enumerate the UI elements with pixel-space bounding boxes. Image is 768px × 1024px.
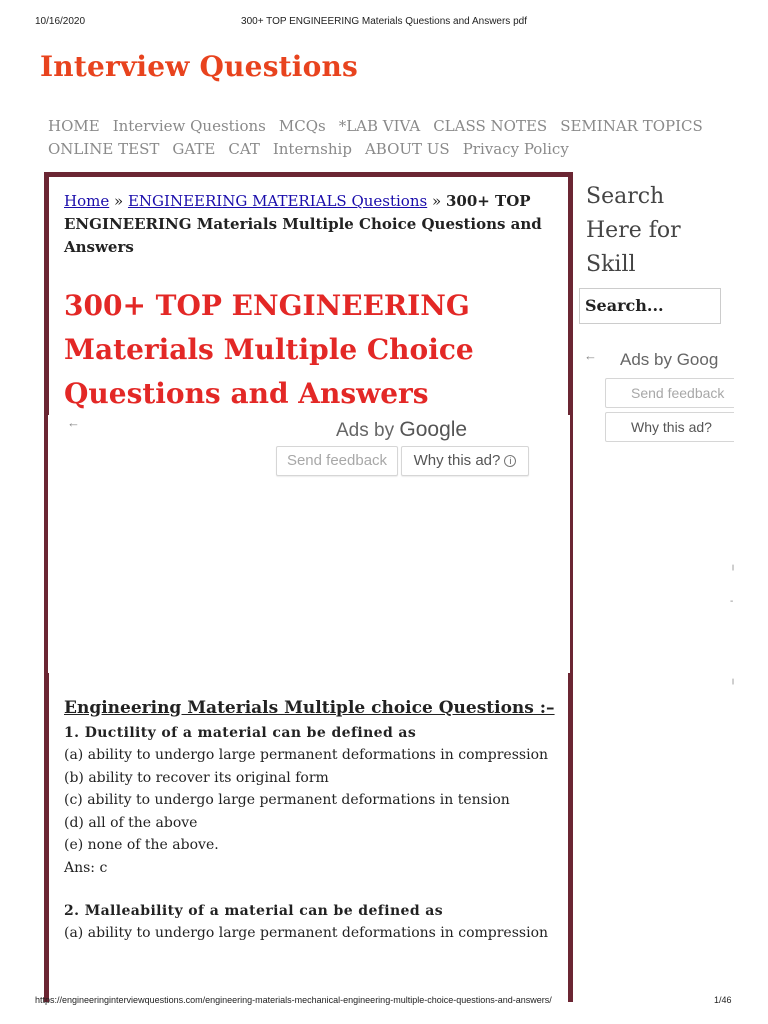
sidebar-search-heading: Search Here for Skill xyxy=(586,184,681,277)
nav-item-interview-questions[interactable]: Interview Questions xyxy=(112,117,266,135)
ads-by-text: Ads by xyxy=(336,420,395,441)
nav-item-internship[interactable]: Internship xyxy=(272,140,352,158)
print-url: https://engineeringinterviewquestions.com/engineering-materials-mechanical-engineering-multiple-choice-questions-and-answers/ xyxy=(35,995,552,1005)
nav-item-gate[interactable]: GATE xyxy=(172,140,216,158)
print-footer xyxy=(0,995,768,1009)
option-1d: (d) all of the above xyxy=(64,814,198,831)
sidebar-fragment: - xyxy=(730,596,734,607)
breadcrumb-category-link[interactable]: ENGINEERING MATERIALS Questions xyxy=(127,192,428,210)
option-2a: (a) ability to undergo large permanent deformations in compression xyxy=(64,924,549,941)
print-title: 300+ TOP ENGINEERING Materials Questions and Answers pdf xyxy=(241,16,527,27)
main-nav xyxy=(48,115,738,161)
article-body xyxy=(64,694,559,945)
option-1b: (b) ability to recover its original form xyxy=(64,769,329,786)
sidebar-ad-back-arrow-icon[interactable]: ← xyxy=(584,348,597,363)
question-1: 1. Ductility of a material can be defined as xyxy=(64,725,417,741)
option-1c: (c) ability to undergo large permanent deformations in tension xyxy=(64,792,510,809)
print-page-number: 1/46 xyxy=(714,995,732,1005)
nav-item-class-notes[interactable]: CLASS NOTES xyxy=(433,117,548,135)
site-title[interactable]: Interview Questions xyxy=(40,50,359,83)
nav-item-cat[interactable]: CAT xyxy=(228,140,260,158)
breadcrumb-separator: » xyxy=(431,192,442,210)
sidebar-ad xyxy=(576,340,734,460)
sidebar-send-feedback-button[interactable]: Send feedback xyxy=(605,378,734,408)
ads-by-google-label xyxy=(336,418,467,442)
answer-1: Ans: c xyxy=(64,859,108,876)
question-2: 2. Malleability of a material can be defined as xyxy=(64,902,444,919)
nav-item-lab-viva[interactable]: *LAB VIVA xyxy=(338,117,421,135)
option-1a: (a) ability to undergo large permanent deformations in compression xyxy=(64,747,549,763)
why-this-ad-label: Why this ad? xyxy=(413,452,501,469)
nav-item-seminar-topics[interactable]: SEMINAR TOPICS xyxy=(560,117,703,135)
sidebar-fragment: ╷ xyxy=(730,560,737,571)
nav-item-privacy-policy[interactable]: Privacy Policy xyxy=(462,140,569,158)
breadcrumb-current: 300+ TOP ENGINEERING Materials Multiple Choice Questions and Answers xyxy=(64,192,542,256)
breadcrumb xyxy=(64,190,559,259)
print-date: 10/16/2020 xyxy=(35,16,86,27)
sidebar-ads-by-google-label: Ads by Goog xyxy=(620,350,719,369)
option-1e: (e) none of the above. xyxy=(64,837,219,854)
breadcrumb-home-link[interactable]: Home xyxy=(64,192,110,210)
nav-item-online-test[interactable]: ONLINE TEST xyxy=(48,140,160,158)
sidebar-why-this-ad-button[interactable]: Why this ad? xyxy=(605,412,734,442)
print-header xyxy=(0,16,768,30)
send-feedback-button[interactable]: Send feedback xyxy=(276,446,398,476)
ad-back-arrow-icon[interactable]: ← xyxy=(67,415,80,430)
why-this-ad-button[interactable] xyxy=(401,446,529,476)
breadcrumb-separator: » xyxy=(114,192,124,210)
nav-item-home[interactable]: HOME xyxy=(48,117,100,135)
section-heading: Engineering Materials Multiple choice Questions :– xyxy=(64,698,555,718)
google-logo: Google xyxy=(399,418,468,441)
info-icon: i xyxy=(504,455,516,467)
nav-item-mcqs[interactable]: MCQs xyxy=(278,117,326,135)
nav-item-about-us[interactable]: ABOUT US xyxy=(364,140,450,158)
sidebar-fragment: ╷ xyxy=(730,674,737,685)
post-title: 300+ TOP ENGINEERING Materials Multiple Choice Questions and Answers xyxy=(64,289,474,410)
search-input[interactable]: Search... xyxy=(579,288,721,324)
